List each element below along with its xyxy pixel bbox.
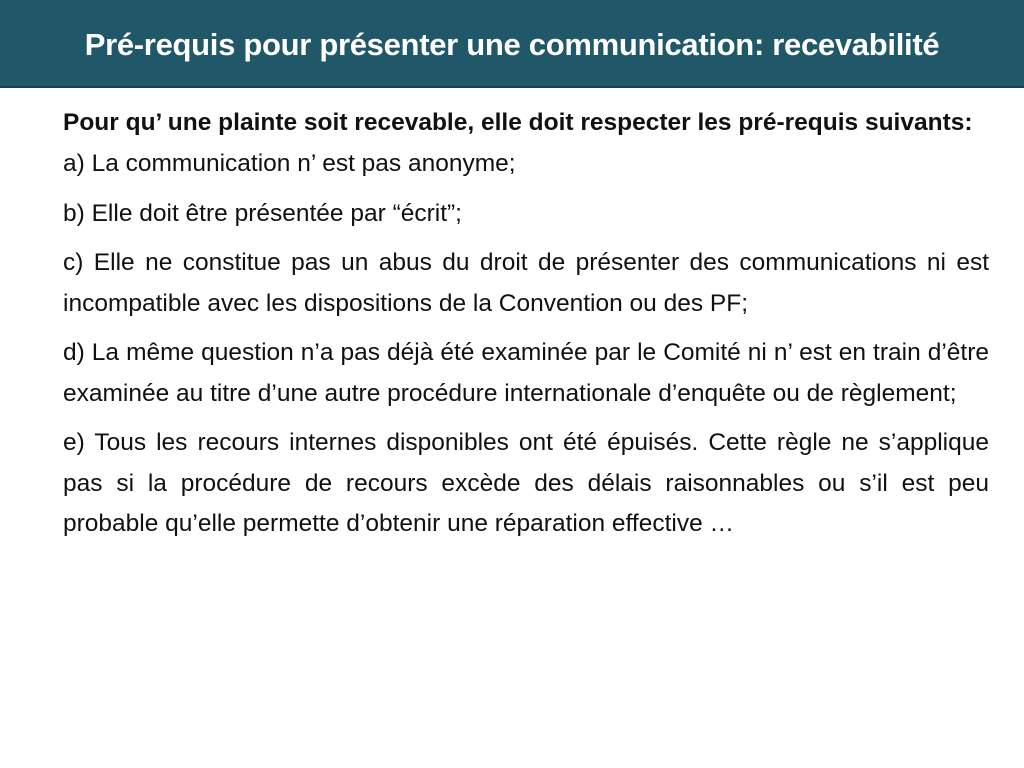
list-item-b: b) Elle doit être présentée par “écrit”; bbox=[63, 199, 462, 227]
slide-body bbox=[63, 103, 989, 554]
slide-title: Pré-requis pour présenter une communication: recevabilité bbox=[84, 27, 940, 62]
intro-text: Pour qu’ une plainte soit recevable, elle doit respecter les pré-requis suivants: bbox=[63, 109, 973, 136]
title-bar bbox=[0, 0, 1024, 88]
list-item-c: c) Elle ne constitue pas un abus du droit de présenter des communications ni est incompatible avec les dispositions de la Convention ou des PF; bbox=[63, 249, 989, 317]
list-item-a: a) La communication n’ est pas anonyme; bbox=[63, 150, 516, 177]
list-item-d: d) La même question n’a pas déjà été examinée par le Comité ni n’ est en train d’être examinée au titre d’une autre procédure internationale d’enquête ou de règlement; bbox=[63, 339, 989, 407]
list-item-e: e) Tous les recours internes disponibles ont été épuisés. Cette règle ne s’applique pas si la procédure de recours excède des délais raisonnables ou s’il est peu probable qu’elle permette d’obtenir une réparation effective … bbox=[63, 429, 989, 537]
